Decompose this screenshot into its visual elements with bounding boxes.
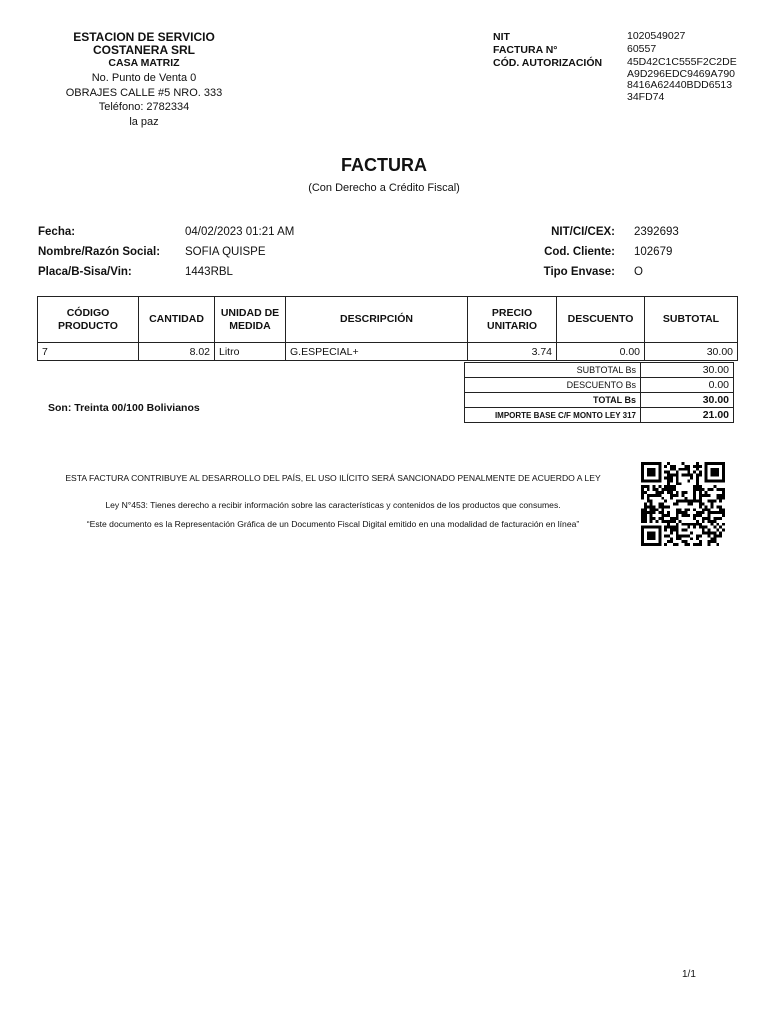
cell-unit: Litro [215, 343, 286, 361]
company-branch: CASA MATRIZ [108, 57, 180, 69]
customer-code-value: 102679 [634, 246, 673, 258]
field-container-type [530, 262, 734, 282]
customer-fields-right [530, 222, 734, 282]
totals-subtotal-row [465, 363, 734, 378]
table-row [38, 343, 738, 361]
subtotal-value: 30.00 [641, 363, 734, 378]
legal-line-3: “Este documento es la Representación Gráfica de un Documento Fiscal Digital emitido en una modalidad de facturación en línea” [86, 519, 580, 529]
total-value: 30.00 [641, 393, 734, 408]
items-table [37, 296, 738, 361]
meta-invoice-label: FACTURA N° [493, 44, 558, 56]
totals-discount-row [465, 378, 734, 393]
company-name-line2: COSTANERA SRL [93, 43, 195, 57]
company-block [60, 31, 228, 129]
items-header-row [38, 297, 738, 343]
cell-discount: 0.00 [557, 343, 645, 361]
company-address: OBRAJES CALLE #5 NRO. 333 [65, 86, 223, 99]
qr-code-icon [641, 462, 725, 546]
customer-nit-label: NIT/CI/CEX: [551, 226, 615, 238]
cell-unit-price: 3.74 [468, 343, 557, 361]
plate-value: 1443RBL [185, 266, 233, 278]
header-unit: UNIDAD DE MEDIDA [215, 297, 286, 343]
amount-in-words: Son: Treinta 00/100 Bolivianos [48, 402, 200, 414]
company-phone: Teléfono: 2782334 [98, 101, 190, 113]
header-unit-price: PRECIO UNITARIO [468, 297, 557, 343]
page-number: 1/1 [682, 969, 696, 980]
discount-label: DESCUENTO Bs [465, 378, 641, 393]
discount-value: 0.00 [641, 378, 734, 393]
cell-product-code: 7 [38, 343, 139, 361]
cell-quantity: 8.02 [139, 343, 215, 361]
company-city: la paz [129, 115, 159, 128]
base-value: 21.00 [641, 408, 734, 423]
invoice-meta [493, 31, 737, 103]
company-name-line1: ESTACION DE SERVICIO [73, 30, 215, 44]
meta-nit-label: NIT [493, 31, 510, 43]
subtotal-label: SUBTOTAL Bs [465, 363, 641, 378]
legal-line-1: ESTA FACTURA CONTRIBUYE AL DESARROLLO DEL PAÍS, EL USO ILÍCITO SERÁ SANCIONADO PENALMENTE DE ACUERDO A LEY [65, 473, 601, 483]
field-customer-code [530, 242, 734, 262]
field-date [38, 222, 365, 242]
date-value: 04/02/2023 01:21 AM [185, 226, 295, 238]
totals-table [464, 362, 734, 423]
header-description: DESCRIPCIÓN [286, 297, 468, 343]
meta-auth-value: 45D42C1C555F2C2DEA9D296EDC9469A7908416A62440BDD651334FD74 [627, 56, 737, 103]
name-label: Nombre/Razón Social: [38, 246, 161, 258]
cell-description: G.ESPECIAL+ [286, 343, 468, 361]
field-customer-nit [530, 222, 734, 242]
customer-fields-left [38, 222, 365, 282]
meta-row-nit [493, 31, 737, 44]
date-label: Fecha: [38, 226, 76, 238]
cell-subtotal: 30.00 [645, 343, 738, 361]
customer-nit-value: 2392693 [634, 226, 679, 238]
container-type-label: Tipo Envase: [543, 266, 615, 278]
name-value: SOFIA QUISPE [185, 246, 266, 258]
header-subtotal: SUBTOTAL [645, 297, 738, 343]
company-point-of-sale: No. Punto de Venta 0 [91, 72, 197, 84]
base-label: IMPORTE BASE C/F MONTO LEY 317 [465, 408, 641, 423]
totals-base-row [465, 408, 734, 423]
legal-line-2: Ley N°453: Tienes derecho a recibir información sobre las características y contenidos de los productos que consumes. [105, 500, 561, 510]
header-discount: DESCUENTO [557, 297, 645, 343]
meta-row-auth [493, 57, 737, 103]
container-type-value: O [634, 266, 643, 278]
meta-auth-label: CÓD. AUTORIZACIÓN [493, 57, 603, 69]
header-quantity: CANTIDAD [139, 297, 215, 343]
totals-total-row [465, 393, 734, 408]
plate-label: Placa/B-Sisa/Vin: [38, 266, 132, 278]
meta-nit-value: 1020549027 [627, 30, 686, 42]
document-title: FACTURA [341, 155, 427, 175]
header-product-code: CÓDIGO PRODUCTO [38, 297, 139, 343]
field-plate [38, 262, 365, 282]
document-subtitle: (Con Derecho a Crédito Fiscal) [308, 182, 460, 194]
field-name [38, 242, 365, 262]
customer-code-label: Cod. Cliente: [544, 246, 615, 258]
total-label: TOTAL Bs [465, 393, 641, 408]
meta-invoice-value: 60557 [627, 43, 657, 55]
